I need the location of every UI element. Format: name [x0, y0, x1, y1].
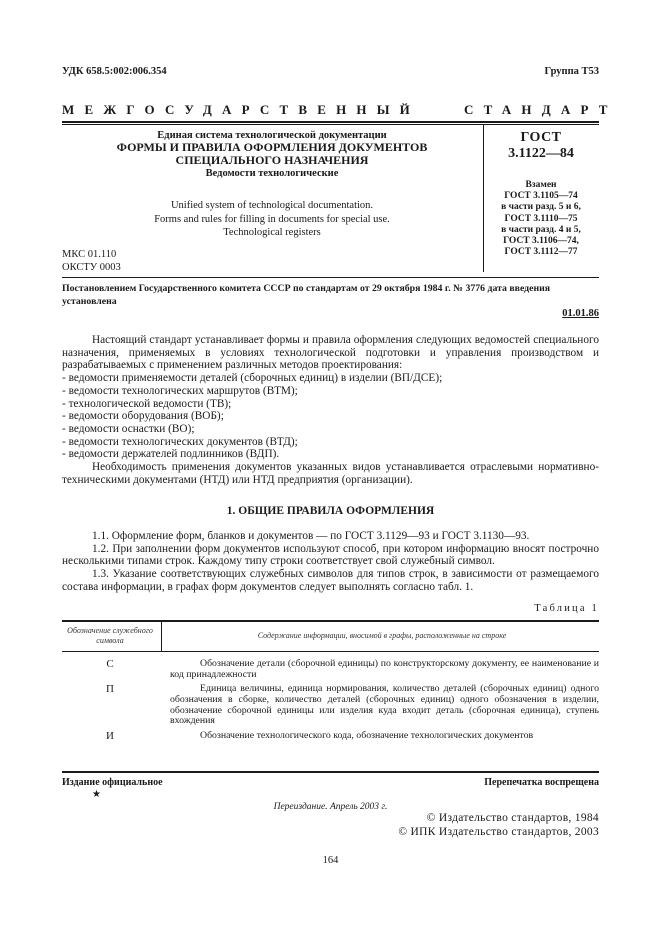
intro-paragraph: Настоящий стандарт устанавливает формы и правила оформления следующих ведомостей специального назначения, применяемых в условиях технологической подготовки и управления производством и разрабатываемых с применением различных методов проектирования: — [62, 334, 599, 372]
intro-paragraph-2: Необходимость применения документов указанных видов устанавливается отраслевыми нормативно-техническими документами (НТД) или НТД предприятия (организации). — [62, 461, 599, 486]
official-edition: Издание официальное — [62, 777, 163, 788]
copyright-1984: © Издательство стандартов, 1984 — [426, 812, 599, 824]
table-row-code: П — [106, 683, 114, 695]
replaces-line: Взамен — [525, 180, 557, 190]
replaces-line: ГОСТ 3.1106—74, — [503, 236, 579, 247]
copyright-block — [398, 811, 599, 839]
title-sub: Ведомости технологические — [205, 168, 339, 179]
clause-1-3: 1.3. Указание соответствующих служебных символов для типов строк, в зависимости от размещаемого состава информации, в графах форм документов следует выполнять согласно табл. 1. — [62, 568, 599, 593]
replaces-line: ГОСТ 3.1112—77 — [504, 247, 578, 258]
table-row-code: С — [106, 658, 114, 670]
table-header-divider — [161, 621, 162, 651]
clause-1-1: 1.1. Оформление форм, бланков и документов — по ГОСТ 3.1129—93 и ГОСТ 3.1130—93. — [92, 530, 530, 542]
header-standard: СТАНДАРТ — [464, 102, 618, 117]
replaces-line: ГОСТ 3.1110—75 — [504, 213, 578, 224]
english-title-1: Unified system of technological documentation. — [170, 200, 374, 211]
replaces-list — [485, 180, 597, 258]
effective-date: 01.01.86 — [562, 308, 599, 319]
classification-codes — [62, 249, 121, 274]
group-code: Группа Т53 — [544, 66, 599, 77]
header-rule-top — [62, 121, 599, 123]
clause-1-2: 1.2. При заполнении форм документов используют способ, при котором информацию вносят построчно несколькими типами строк. Каждому типу строки соответствует свой служебный символ. — [62, 542, 599, 568]
english-title-3: Technological registers — [223, 227, 321, 238]
udk-code: УДК 658.5:002:006.354 — [62, 66, 167, 77]
replaces-line: в части разд. 4 и 5, — [501, 224, 581, 235]
table-row-text — [170, 731, 599, 742]
header-interstate: МЕЖГОСУДАРСТВЕННЫЙ — [62, 102, 420, 117]
replaces-line: ГОСТ 3.1105—74 — [504, 191, 578, 202]
list-item: - ведомости держателей подлинников (ВДП). — [62, 448, 280, 461]
section-heading: 1. ОБЩИЕ ПРАВИЛА ОФОРМЛЕНИЯ — [226, 505, 435, 517]
page-number: 164 — [322, 855, 339, 866]
table-header-rule — [62, 651, 599, 652]
table-cell: Обозначение детали (сборочной единицы) по конструкторскому документу, ее наименование и код принадлежности — [170, 658, 599, 680]
title-main-1: ФОРМЫ И ПРАВИЛА ОФОРМЛЕНИЯ ДОКУМЕНТОВ — [116, 140, 428, 154]
table-header-content: Содержание информации, вносимой в графы, расположенные на строке — [257, 631, 507, 640]
decree-rule — [62, 277, 599, 278]
gost-label: ГОСТ — [520, 130, 562, 145]
list-item: - технологической ведомости (ТВ); — [62, 397, 232, 410]
table-cell: Обозначение технологического кода, обозначение технологических документов — [200, 730, 534, 741]
list-item: - ведомости технологических документов (ВТД); — [62, 435, 298, 448]
decree-text: Постановлением Государственного комитета СССР по стандартам от 29 октября 1984 г. № 3776 дата введения установлена — [62, 283, 551, 307]
english-title-2: Forms and rules for filling in documents for special use. — [154, 213, 390, 225]
star-icon: ★ — [92, 789, 101, 800]
list-item: - ведомости оборудования (ВОБ); — [62, 410, 224, 423]
section-body — [62, 530, 599, 594]
table-row-code: И — [106, 730, 114, 742]
intro-section — [62, 334, 599, 486]
footer-rule — [62, 771, 599, 773]
table-row-text — [170, 684, 599, 727]
okstu-code: ОКСТУ 0003 — [62, 261, 121, 273]
reprint-prohibited: Перепечатка воспрещена — [484, 777, 599, 788]
title-system: Единая система технологической документации — [157, 130, 387, 141]
gost-number: 3.1122—84 — [508, 146, 574, 161]
table-cell: Единица величины, единица нормирования, количество деталей (сборочных единиц) одного обозначения в сборке, количество деталей (сборочных единиц) одного обозначения в изделии, обозначение сборочной единицы или изделия куда входит деталь (сборочная единица), ступень вхождения — [170, 683, 599, 727]
english-title — [62, 199, 482, 240]
gost-designation — [485, 130, 597, 162]
list-item: - ведомости технологических маршрутов (ВТМ); — [62, 384, 298, 397]
title-divider — [483, 125, 484, 272]
replaces-line: в части разд. 5 и 6, — [501, 202, 581, 213]
table-caption: Таблица 1 — [534, 603, 599, 614]
reprint-note: Переиздание. Апрель 2003 г. — [273, 802, 388, 812]
table-rule-top — [62, 620, 599, 622]
header-rule-bottom — [62, 124, 599, 125]
table-row-text — [170, 659, 599, 681]
list-item: - ведомости применяемости деталей (сборочных единиц) в изделии (ВП/ДСЕ); — [62, 372, 443, 385]
mks-code: МКС 01.110 — [62, 249, 117, 260]
title-main-2: СПЕЦИАЛЬНОГО НАЗНАЧЕНИЯ — [175, 153, 369, 167]
table-header-symbol: Обозначение служебного символа — [67, 626, 153, 645]
title-block — [62, 130, 482, 179]
copyright-2003: © ИПК Издательство стандартов, 2003 — [398, 826, 599, 838]
list-item: - ведомости оснастки (ВО); — [62, 422, 195, 435]
